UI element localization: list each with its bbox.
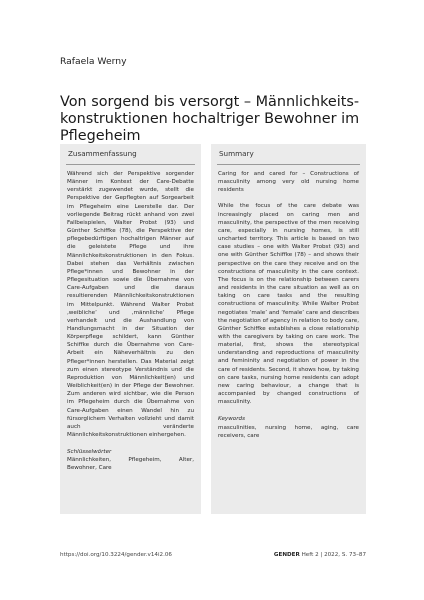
german-abstract-body [60, 165, 201, 473]
journal-citation [274, 552, 366, 558]
english-abstract-text: While the focus of the care debate was increasingly placed on caring men and masculinity, the perspective of the men receiving care, especially in nursing homes, is still uncharted territory. This article is based on two case studies – one with Walter Probst (93) and one with Günther Schiffke (78) – and shows their perspective on the care they receive and on the constructions of masculinity in the care context. The focus is on the relationship between carers and residents in the care situation as well as on taking on care tasks and the resulting constructions of masculinity. While Walter Probst negotiates ‘male’ and ‘female’ care and describes the negotiation of agency in relation to body care, Günther Schiffke establishes a close relationship with the caregivers by taking on care work. The material, first, shows the stereotypical understanding and reproductions of masculinity and femininity and negotiation of power in the care of residents. Second, it shows how, by taking on care tasks, nursing home residents can adopt new caring behaviour, a change that is accompanied by changed constructions of masculinity. [218, 203, 359, 406]
german-keywords: Männlichkeiten, Pflegeheim, Alter, Bewohner, Care [67, 457, 194, 472]
author-name: Rafaela Werny [60, 56, 127, 67]
german-keywords-heading: Schlüsselwörter [67, 449, 112, 456]
journal-issue: Heft 2 | 2022, S. 73–87 [301, 552, 366, 558]
english-abstract-box [211, 144, 366, 514]
doi-link[interactable]: https://doi.org/10.3224/gender.v14i2.06 [60, 552, 172, 558]
english-keywords: masculinities, nursing home, aging, care receivers, care [218, 424, 359, 439]
journal-name: GENDER [273, 552, 300, 558]
german-abstract-heading: Zusammenfassung [66, 144, 195, 165]
english-subtitle: Caring for and cared for – Constructions of masculinity among very old nursing home residents [218, 171, 359, 194]
english-abstract-heading: Summary [217, 144, 360, 165]
german-abstract-text: Während sich der Perspektive sorgender Männer im Kontext der Care-Debatte verstärkt zugewendet wurde, stellt die Perspektive der Gepflegten auf Sorgearbeit im Pflegeheim eine Leerstelle dar. Der vorliegende Beitrag rückt anhand von zwei Fallbeispielen, Walter Probst (93) und Günther Schiffke (78), die Perspektive der pflegebedürftigen hochaltrigen Männer auf die geleistete Pflege und ihre Männlichkeitskonstruktionen in den Fokus. Dabei stehen das Verhältnis zwischen Pflege*innen und Bewohner in der Pflegesituation sowie die Übernahme von Care-Aufgaben und die daraus resultierenden Männlichkeitskonstruktionen im Mittelpunkt. Während Walter Probst ‚weibliche‘ und ‚männliche‘ Pflege verhandelt und die Aushandlung von Handlungsmacht in der Situation der Körperpflege schildert, kann Günther Schiffke durch die Übernahme von Care-Arbeit ein Näheverhältnis zu den Pfleger*innen herstellen. Das Material zeigt zum einen stereotype Verständnis und die Reproduktion von Männlichkeit(en) und Weiblichkeit(en) in der Pflege der Bewohner. Zum anderen wird sichtbar, wie die Person im Pflegeheim durch die Übernahme von Care-Aufgaben einen Wandel hin zu fürsorglichem Verhalten vollzieht und damit auch veränderte Männlichkeitskonstruktionen einhergehen. [67, 171, 194, 438]
german-abstract-box [60, 144, 201, 514]
article-title: Von sorgend bis versorgt – Männlichkeitskonstruktionen hochaltriger Bewohner im Pflegeheim [60, 93, 360, 144]
english-keywords-heading: Keywords [218, 416, 245, 423]
english-abstract-body [211, 165, 366, 440]
